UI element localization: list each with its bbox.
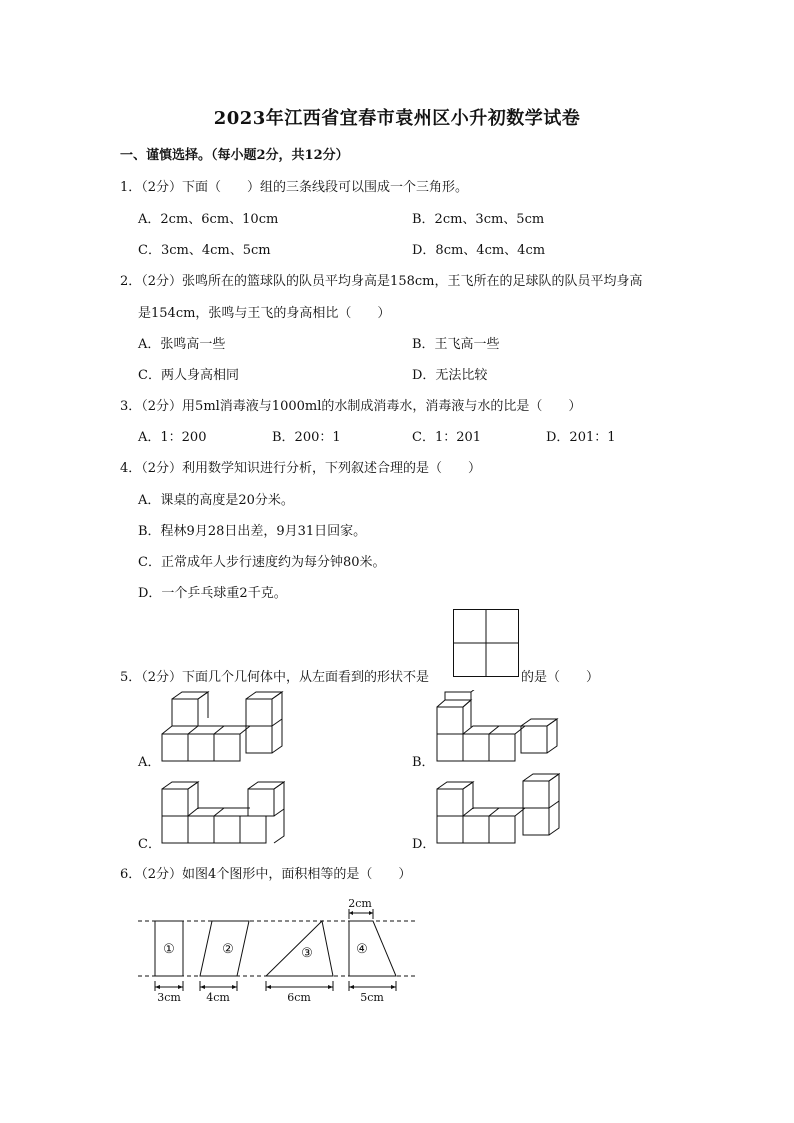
question-5-option-c-label: C． xyxy=(138,837,161,852)
cube-figure-d xyxy=(435,772,560,846)
shape-4-width: 5cm xyxy=(360,991,384,1004)
question-5-option-a-label: A． xyxy=(138,755,161,770)
question-4-stem: 4．（2分）利用数学知识进行分析，下列叙述合理的是（ ） xyxy=(120,461,482,476)
shape-3-label: ③ xyxy=(301,946,313,961)
shape-2-label: ② xyxy=(222,942,234,957)
section-heading: 一、谨慎选择。（每小题2分，共12分） xyxy=(120,148,349,163)
area-shapes-figure xyxy=(138,895,428,1005)
question-2-option-c: C．两人身高相同 xyxy=(138,368,239,383)
question-5-stem-before: 5．（2分）下面几个几何体中，从左面看到的形状不是 xyxy=(120,670,430,685)
question-5-stem-after: 的是（ ） xyxy=(521,670,600,685)
shape-1-label: ① xyxy=(163,942,175,957)
question-3-option-d: D．201：1 xyxy=(546,430,616,445)
question-4-option-d: D．一个乒乓球重2千克。 xyxy=(138,586,287,601)
shape-3-width: 6cm xyxy=(287,991,311,1004)
question-2-option-d: D．无法比较 xyxy=(412,368,488,383)
question-3-option-c: C．1：201 xyxy=(412,430,482,445)
left-view-grid-figure xyxy=(453,609,519,677)
question-3-stem: 3．（2分）用5ml消毒液与1000ml的水制成消毒水，消毒液与水的比是（ ） xyxy=(120,399,582,414)
question-2-option-b: B．王飞高一些 xyxy=(412,337,500,352)
page-title: 2023年江西省宜春市袁州区小升初数学试卷 xyxy=(213,108,581,129)
shape-4-top-width: 2cm xyxy=(348,897,372,910)
question-2-stem-line1: 2．（2分）张鸣所在的篮球队的队员平均身高是158cm，王飞所在的足球队的队员平均身高 xyxy=(120,274,643,289)
question-1-option-c: C．3cm、4cm、5cm xyxy=(138,243,271,258)
question-3-option-a: A．1：200 xyxy=(138,430,207,445)
question-1-option-a: A．2cm、6cm、10cm xyxy=(138,212,279,227)
shape-4-label: ④ xyxy=(356,942,368,957)
question-3-option-b: B．200：1 xyxy=(272,430,341,445)
cube-figure-a xyxy=(160,690,285,764)
question-5-option-d-label: D． xyxy=(412,837,436,852)
shape-2-width: 4cm xyxy=(206,991,230,1004)
question-1-stem: 1．（2分）下面（ ）组的三条线段可以围成一个三角形。 xyxy=(120,180,469,195)
cube-figure-c xyxy=(160,772,285,846)
shape-1-width: 3cm xyxy=(157,991,181,1004)
question-2-option-a: A．张鸣高一些 xyxy=(138,337,226,352)
question-2-stem-line2: 是154cm，张鸣与王飞的身高相比（ ） xyxy=(138,306,391,321)
question-4-option-b: B．程林9月28日出差，9月31日回家。 xyxy=(138,524,367,539)
question-1-option-b: B．2cm、3cm、5cm xyxy=(412,212,545,227)
question-4-option-a: A．课桌的高度是20分米。 xyxy=(138,493,294,508)
question-1-option-d: D．8cm、4cm、4cm xyxy=(412,243,546,258)
cube-figure-b xyxy=(435,690,560,764)
question-4-option-c: C．正常成年人步行速度约为每分钟80米。 xyxy=(138,555,386,570)
question-5-option-b-label: B． xyxy=(412,755,435,770)
question-6-stem: 6．（2分）如图4个图形中，面积相等的是（ ） xyxy=(120,867,412,882)
